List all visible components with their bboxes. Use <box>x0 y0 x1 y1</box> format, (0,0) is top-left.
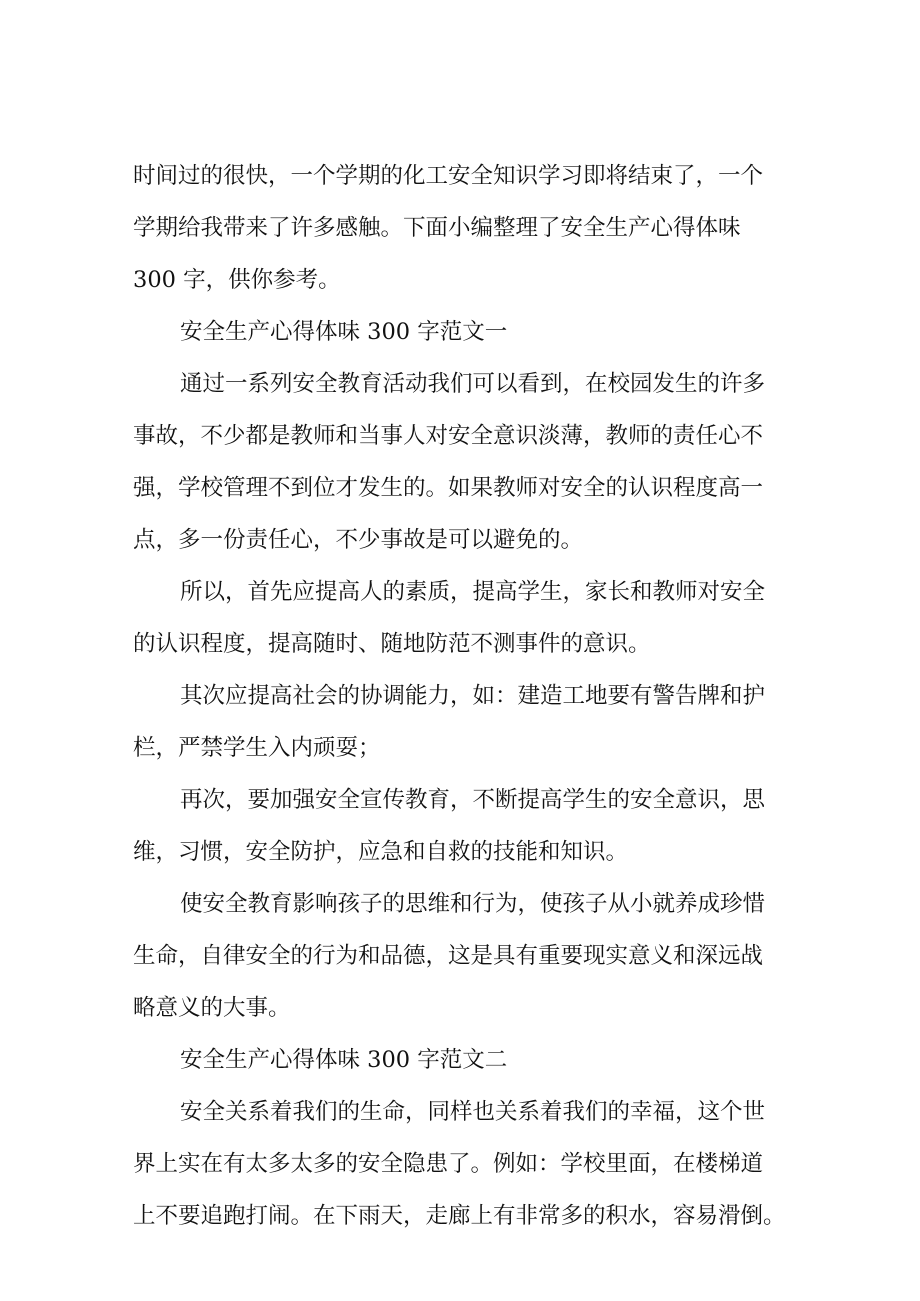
paragraph-line: 的认识程度，提高随时、随地防范不测事件的意识。 <box>133 631 651 657</box>
intro-paragraph <box>133 150 803 306</box>
intro-line: 300 字，供你参考。 <box>133 267 341 293</box>
paragraph-line: 生命，自律安全的行为和品德，这是具有重要现实意义和深远战 <box>133 943 764 969</box>
paragraph-line: 使安全教育影响孩子的思维和行为，使孩子从小就养成珍惜 <box>180 891 766 917</box>
paragraph-line: 所以，首先应提高人的素质，提高学生，家长和教师对安全 <box>180 579 766 605</box>
paragraph-line: 其次应提高社会的协调能力，如：建造工地要有警告牌和护 <box>180 683 766 709</box>
section2-paragraph-1 <box>133 1086 803 1242</box>
section2-title: 安全生产心得体味 300 字范文二 <box>180 1047 508 1073</box>
paragraph-line: 安全关系着我们的生命，同样也关系着我们的幸福，这个世 <box>180 1099 766 1125</box>
intro-line: 时间过的很快，一个学期的化工安全知识学习即将结束了，一个 <box>133 163 764 189</box>
paragraph-line: 通过一系列安全教育活动我们可以看到，在校园发生的许多 <box>180 371 766 397</box>
section1-paragraph-4 <box>133 774 803 878</box>
paragraph-line: 上不要追跑打闹。在下雨天，走廊上有非常多的积水，容易滑倒。 <box>133 1203 786 1229</box>
paragraph-line: 维，习惯，安全防护，应急和自救的技能和知识。 <box>133 839 629 865</box>
section1-paragraph-2 <box>133 566 803 670</box>
paragraph-line: 再次，要加强安全宣传教育，不断提高学生的安全意识，思 <box>180 787 766 813</box>
section1-paragraph-5 <box>133 878 803 1034</box>
paragraph-line: 栏，严禁学生入内顽耍； <box>133 735 381 761</box>
section1-paragraph-3 <box>133 670 803 774</box>
paragraph-line: 界上实在有太多太多的安全隐患了。例如：学校里面，在楼梯道 <box>133 1151 764 1177</box>
paragraph-line: 事故，不少都是教师和当事人对安全意识淡薄，教师的责任心不 <box>133 423 764 449</box>
document-body <box>133 150 803 1242</box>
paragraph-line: 略意义的大事。 <box>133 995 291 1021</box>
section1-title: 安全生产心得体味 300 字范文一 <box>180 319 508 345</box>
paragraph-line: 点，多一份责任心，不少事故是可以避免的。 <box>133 527 584 553</box>
section1-paragraph-1 <box>133 358 803 566</box>
intro-line: 学期给我带来了许多感触。下面小编整理了安全生产心得体味 <box>133 215 741 241</box>
paragraph-line: 强，学校管理不到位才发生的。如果教师对安全的认识程度高一 <box>133 475 764 501</box>
